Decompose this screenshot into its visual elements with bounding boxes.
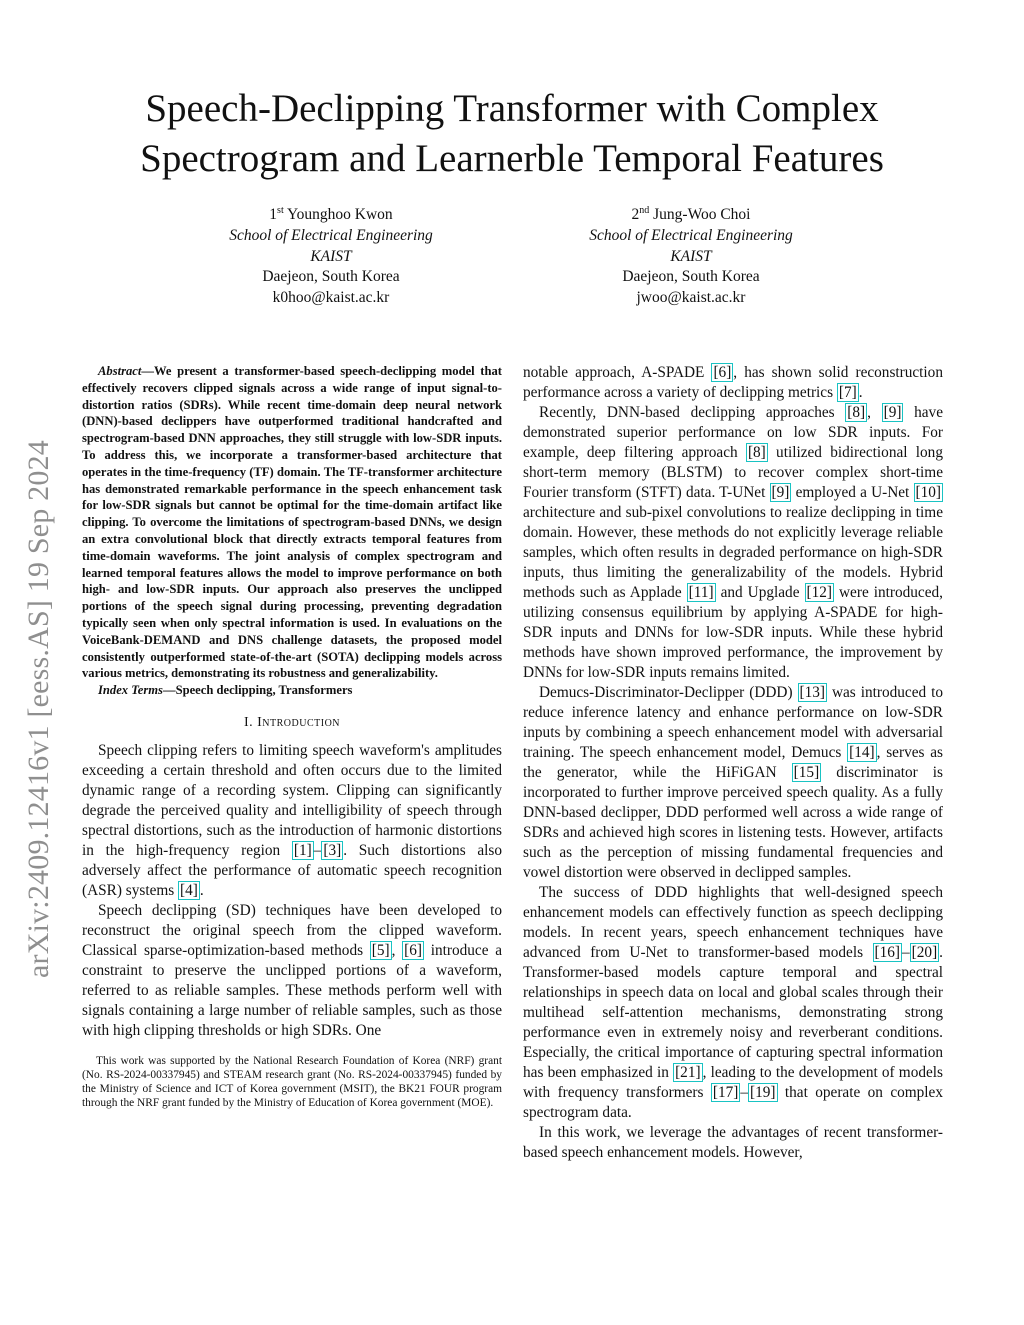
paragraph-text: that operate on complex spectrogram data. <box>523 1084 943 1121</box>
citation-link[interactable]: [5] <box>371 941 390 959</box>
paragraph-text: and Upglade <box>715 584 805 601</box>
arxiv-stamp[interactable]: arXiv:2409.12416v1 [eess.AS] 19 Sep 2024 <box>22 440 55 978</box>
citation-link[interactable]: [8] <box>847 404 866 421</box>
paragraph-text: Demucs-Discriminator-Declipper (DDD) <box>539 684 798 701</box>
paragraph-text: – <box>902 944 910 961</box>
paragraph-text: were introduced, utilizing consensus equilibrium by applying A-SPADE for high-SDR inputs and DNNs for low-SDR inputs. While these hybrid methods have shown improved performance, the improvement by DNNs for low-SDR inputs remains limited. <box>523 584 943 681</box>
citation-link[interactable]: [19] <box>750 1084 776 1101</box>
author-name: 1st Younghoo Kwon <box>269 205 393 224</box>
paragraph-text: notable approach, A-SPADE <box>523 364 712 381</box>
author-location: Daejeon, South Korea <box>622 268 760 286</box>
paragraph-text: utilized bidirectional long short-term memory (BLSTM) to recover complex short-time Fourier transform (STFT) data. T-UNet <box>523 444 943 501</box>
right-body <box>523 363 943 1163</box>
paragraph-text: , <box>867 404 882 421</box>
abstract-lead: Abstract <box>98 364 142 378</box>
author-dept: School of Electrical Engineering <box>589 226 793 244</box>
paragraph-text: In this work, we leverage the advantages of recent transformer-based speech enhancement models. However, <box>523 1124 943 1161</box>
paragraph <box>523 1123 943 1163</box>
left-body <box>82 741 502 1041</box>
author-org: KAIST <box>670 247 712 265</box>
paragraph-text: , leading to the development of models with frequency transformers <box>523 1064 943 1101</box>
paragraph-text: have demonstrated superior performance on low SDR inputs. For example, deep filtering approach <box>523 404 943 461</box>
citation-link[interactable]: [12] <box>806 584 832 601</box>
paragraph-text: architecture and sub-pixel convolutions to realize declipping in time domain. However, these methods do not explicitly leverage reliable samples, which often results in degraded performance on high-SDR inputs, thus limiting the generalizability of the models. Hybrid methods such as Applade <box>523 504 943 601</box>
author-email: jwoo@kaist.ac.kr <box>636 288 746 306</box>
author-block-2 <box>541 201 841 309</box>
paragraph-text: The success of DDD highlights that well-designed speech enhancement models can effectively function as speech declipping models. In recent years, speech enhancement techniques have advanced from U-Net to transformer-based models <box>523 884 943 961</box>
citation-link[interactable]: [20] <box>911 944 938 961</box>
citation-link[interactable]: [10] <box>915 484 941 501</box>
paragraph-text: , serves as the generator, while the HiFiGAN <box>523 744 943 781</box>
citation-link[interactable]: [16] <box>874 944 901 961</box>
title-line-1: Speech-Declipping Transformer with Complex <box>145 87 879 130</box>
citation-link[interactable]: [3] <box>323 841 342 859</box>
paragraph-text: . Such distortions also adversely affect the performance of automatic speech recognition (ASR) systems <box>82 841 502 899</box>
paragraph-text: was introduced to reduce inference latency and enhance performance on low-SDR inputs by combining a speech enhancement model with adversarial training. The speech enhancement model, Demucs <box>523 684 943 761</box>
author-org: KAIST <box>310 247 352 265</box>
author-dept: School of Electrical Engineering <box>229 226 433 244</box>
paragraph <box>523 683 943 883</box>
citation-link[interactable]: [9] <box>883 404 902 421</box>
index-terms-lead: Index Terms <box>98 683 163 698</box>
paragraph <box>523 363 943 403</box>
paragraph-text: Speech declipping (SD) techniques have been developed to reconstruct the original speech from the clipped waveform. Classical sparse-optimization-based methods <box>82 901 502 959</box>
paragraph-text: Recently, DNN-based declipping approaches <box>539 404 846 421</box>
paragraph-text: Speech clipping refers to limiting speech waveform's amplitudes exceeding a certain threshold and often occurs due to the limited dynamic range of a recording system. Clipping can significantly degrade the perceived quality and intelligibility of speech through spectral distortions, such as the introduction of harmonic distortions in the high-frequency region <box>82 741 502 859</box>
citation-link[interactable]: [7] <box>838 384 857 401</box>
paper-title <box>0 84 1024 184</box>
author-location: Daejeon, South Korea <box>262 268 400 286</box>
paragraph <box>82 901 502 1041</box>
paragraph-text: introduce a constraint to preserve the unclipped portions of a waveform, referred to as reliable samples. These methods perform well with signals containing a large number of reliable samples, such as those with high clipping thresholds or high SDRs. One <box>82 941 502 1039</box>
author-block-1 <box>181 201 481 309</box>
paragraph <box>523 403 943 683</box>
title-line-2: Spectrogram and Learnerble Temporal Features <box>140 137 884 180</box>
citation-link[interactable]: [21] <box>675 1064 701 1081</box>
author-email: k0hoo@kaist.ac.kr <box>272 288 390 306</box>
citation-link[interactable]: [15] <box>793 764 820 781</box>
author-name: 2nd Jung-Woo Choi <box>631 205 751 224</box>
citation-link[interactable]: [1] <box>293 841 312 859</box>
index-terms-text: —Speech declipping, Transformers <box>162 683 353 698</box>
citation-link[interactable]: [8] <box>747 444 766 461</box>
paragraph-text: . Transformer-based models capture temporal and spectral relationships in speech data on local and global scales through their multihead self-attention mechanisms, demonstrating strong performance even in extremely noisy and reverberant conditions. Especially, the critical importance of capturing spectral information has been emphasized in <box>523 944 943 1081</box>
paragraph-text: . <box>199 881 204 899</box>
citation-link[interactable]: [6] <box>404 941 422 959</box>
citation-link[interactable]: [6] <box>713 364 732 381</box>
paragraph <box>82 741 502 901</box>
paragraph-text: , has shown solid reconstruction performance across a variety of declipping metrics <box>523 364 943 401</box>
citation-link[interactable]: [14] <box>849 744 875 761</box>
paragraph <box>523 883 943 1123</box>
paragraph-text: employed a U-Net <box>791 484 914 501</box>
paragraph-text: – <box>740 1084 748 1101</box>
citation-link[interactable]: [4] <box>180 881 198 899</box>
right-column <box>523 363 943 1163</box>
citation-link[interactable]: [9] <box>771 484 790 501</box>
citation-link[interactable]: [17] <box>712 1084 739 1101</box>
funding-footnote: This work was supported by the National Research Foundation of Korea (NRF) grant (No. RS-2024-00337945) and STEAM research grant (No. RS-2024-00337945) funded by the Ministry of Science and ICT of Korea government (MSIT), the BK21 FOUR program through the NRF grant funded by the Ministry of Education of Korea government (MOE). <box>82 1054 502 1109</box>
left-column <box>82 363 502 1110</box>
paragraph-text: – <box>313 841 322 859</box>
abstract-text: —We present a transformer-based speech-declipping model that effectively recovers clipped signals across a wide range of input signal-to-distortion ratios (SDRs). While recent time-domain deep neural network (DNN)-based declippers have outperformed traditional handcrafted and spectrogram-based DNN approaches, they still struggle with low-SDR inputs. To address this, we incorporate a transformer-based architecture that operates in the time-frequency (TF) domain. The TF-transformer architecture has demonstrated remarkable performance in the speech enhancement task for low-SDR signals but cannot be optimal for the time-domain artifact like clipping. To overcome the limitations of spectrogram-based DNNs, we design an extra convolutional block that directly extracts temporal features from time-domain waveforms. The joint analysis of complex spectrogram and learned temporal features allows the model to improve performance on both high- and low-SDR inputs. Our approach also preserves the unclipped portions of the speech signal during processing, preventing degradation typically seen when only spectral information is used. In evaluations on the VoiceBank-DEMAND and DNS challenge datasets, the proposed model consistently outperformed state-of-the-art (SOTA) declipping models across various metrics, demonstrating its robustness and generalizability. <box>82 364 502 681</box>
citation-link[interactable]: [13] <box>799 684 826 701</box>
paragraph-text: , <box>391 941 403 959</box>
citation-link[interactable]: [11] <box>688 584 714 601</box>
paragraph-text: discriminator is incorporated to further improve perceived speech quality. As a fully DNN-based declipper, DDD performed well across a wide range of SDRs and achieved high scores in listening tests. However, artifacts such as the perception of missing fundamental frequencies and vowel distortion were observed in declipped samples. <box>523 764 943 881</box>
paragraph-text: . <box>858 384 863 401</box>
section-heading-introduction: I. Introduction <box>243 714 341 730</box>
abstract <box>82 363 502 699</box>
